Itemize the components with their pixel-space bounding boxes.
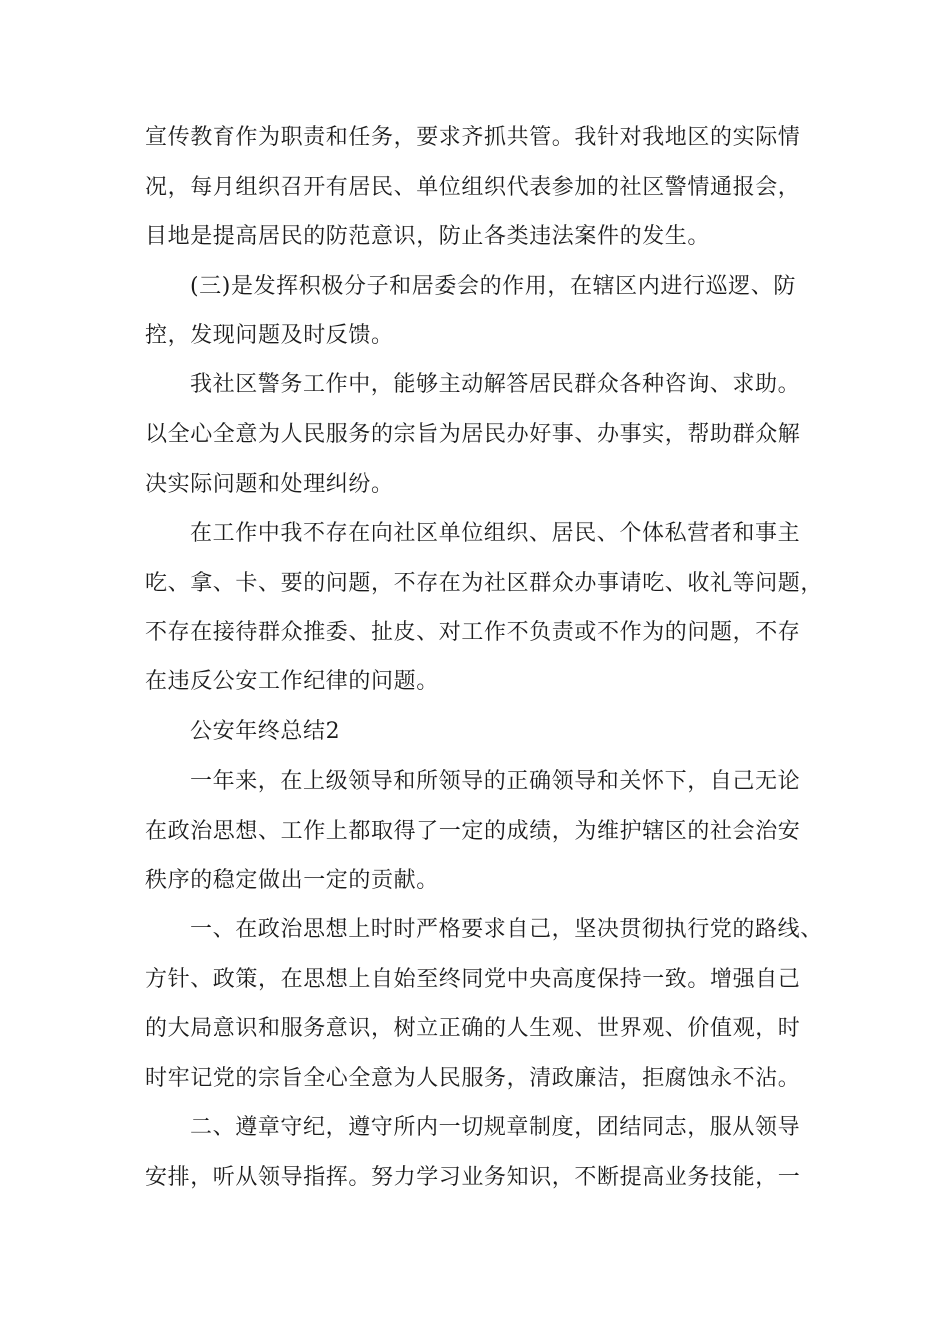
text-line: 况，每月组织召开有居民、单位组织代表参加的社区警情通报会，	[145, 175, 801, 200]
section-heading: 公安年终总结2	[190, 719, 341, 744]
text-line: 秩序的稳定做出一定的贡献。	[145, 868, 439, 893]
text-line: 在违反公安工作纪律的问题。	[145, 669, 439, 694]
text-line: 在工作中我不存在向社区单位组织、居民、个体私营者和事主	[190, 521, 801, 546]
text-line: 以全心全意为人民服务的宗旨为居民办好事、办事实，帮助群众解	[145, 422, 801, 447]
text-line: 的大局意识和服务意识，树立正确的人生观、世界观、价值观，时	[145, 1016, 801, 1041]
text-line: (三)是发挥积极分子和居委会的作用，在辖区内进行巡逻、防	[190, 274, 796, 299]
text-line: 不存在接待群众推委、扯皮、对工作不负责或不作为的问题，不存	[145, 620, 801, 645]
text-line: 时牢记党的宗旨全心全意为人民服务，清政廉洁，拒腐蚀永不沾。	[145, 1066, 801, 1091]
text-line: 在政治思想、工作上都取得了一定的成绩，为维护辖区的社会治安	[145, 819, 801, 844]
text-line: 决实际问题和处理纠纷。	[145, 472, 394, 497]
text-line: 一年来，在上级领导和所领导的正确领导和关怀下，自己无论	[190, 769, 801, 794]
text-line: 我社区警务工作中，能够主动解答居民群众各种咨询、求助。	[190, 372, 801, 397]
text-line: 目地是提高居民的防范意识，防止各类违法案件的发生。	[145, 224, 711, 249]
text-line: 方针、政策，在思想上自始至终同党中央高度保持一致。增强自己	[145, 967, 801, 992]
text-line: 二、遵章守纪，遵守所内一切规章制度，团结同志，服从领导	[190, 1115, 801, 1140]
text-line: 一、在政治思想上时时严格要求自己，坚决贯彻执行党的路线、	[190, 917, 823, 942]
text-line: 安排，听从领导指挥。努力学习业务知识，不断提高业务技能，一	[145, 1165, 801, 1190]
text-line: 宣传教育作为职责和任务，要求齐抓共管。我针对我地区的实际情	[145, 125, 801, 150]
text-line: 吃、拿、卡、要的问题，不存在为社区群众办事请吃、收礼等问题，	[145, 571, 824, 596]
text-line: 控，发现问题及时反馈。	[145, 323, 394, 348]
